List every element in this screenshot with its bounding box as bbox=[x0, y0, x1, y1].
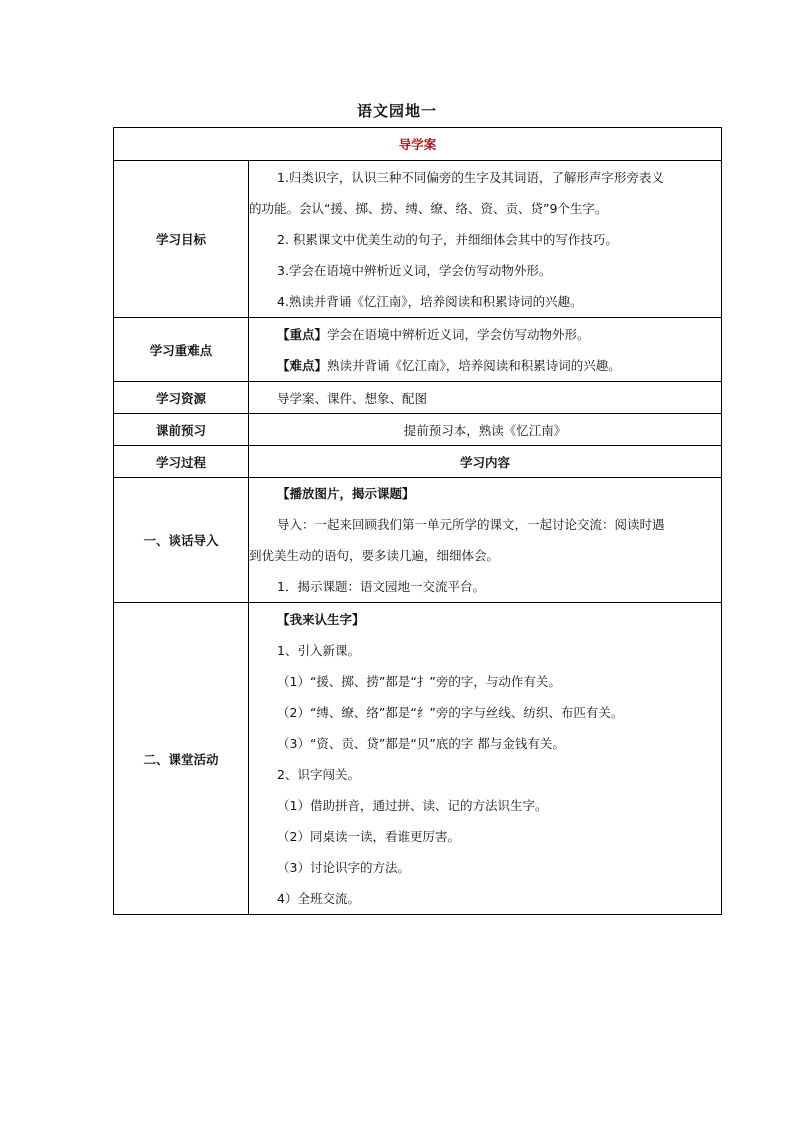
section2-line: （3）“资、贡、贷”都是“贝”底的字 都与金钱有关。 bbox=[277, 735, 565, 751]
keypoints-row bbox=[114, 318, 722, 382]
banner-row bbox=[114, 128, 722, 161]
section2-row bbox=[114, 603, 722, 915]
section1-item: 1．揭示课题：语文园地一交流平台。 bbox=[277, 579, 485, 594]
section2-line: 4）全班交流。 bbox=[277, 890, 360, 906]
preview-label: 课前预习 bbox=[114, 414, 249, 446]
section1-label: 一、谈话导入 bbox=[114, 478, 249, 603]
goal-line: 的功能。会认“援、掷、捞、缚、缭、络、资、贡、贷”9个生字。 bbox=[249, 200, 608, 216]
section1-paragraph-line: 导入：一起来回顾我们第一单元所学的课文，一起讨论交流：阅读时遇 bbox=[277, 517, 665, 532]
goals-label: 学习目标 bbox=[114, 161, 249, 318]
process-header-row bbox=[114, 446, 722, 478]
preview-row bbox=[114, 414, 722, 446]
section2-line: （1）“援、掷、捞”都是“扌”旁的字，与动作有关。 bbox=[277, 673, 561, 689]
keypoints-label: 学习重难点 bbox=[114, 318, 249, 382]
content-header: 学习内容 bbox=[249, 446, 722, 478]
goal-line: 4.熟读并背诵《忆江南》，培养阅读和积累诗词的兴趣。 bbox=[277, 293, 583, 309]
section2-line: （2）“缚、缭、络”都是“纟”旁的字与丝线、纺织、布匹有关。 bbox=[277, 704, 624, 720]
goal-line: 2. 积累课文中优美生动的句子，并细细体会其中的写作技巧。 bbox=[277, 231, 618, 247]
section2-label: 二、课堂活动 bbox=[114, 603, 249, 915]
focus-tag: 【重点】 bbox=[277, 326, 328, 342]
goal-line: 3.学会在语境中辨析近义词，学会仿写动物外形。 bbox=[277, 262, 552, 278]
section1-content bbox=[249, 478, 722, 603]
resources-text: 导学案、课件、想象、配图 bbox=[277, 390, 428, 406]
goal-line: 1.归类识字，认识三种不同偏旁的生字及其词语，了解形声字形旁表义 bbox=[277, 169, 664, 185]
section2-content bbox=[249, 603, 722, 915]
banner-title: 导学案 bbox=[114, 128, 722, 161]
section1-paragraph-line: 到优美生动的语句，要多读几遍，细细体会。 bbox=[249, 548, 500, 563]
hard-text: 熟读并背诵《忆江南》，培养阅读和积累诗词的兴趣。 bbox=[327, 357, 621, 373]
goals-row bbox=[114, 161, 722, 318]
section2-line: 1、引入新课。 bbox=[277, 642, 360, 658]
section1-heading: 【播放图片，揭示课题】 bbox=[277, 486, 415, 501]
keypoints-content bbox=[249, 318, 722, 382]
section1-row bbox=[114, 478, 722, 603]
process-label: 学习过程 bbox=[114, 446, 249, 478]
section2-line: （2）同桌读一读，看谁更厉害。 bbox=[277, 828, 460, 844]
goals-content bbox=[249, 161, 722, 318]
resources-content bbox=[249, 382, 722, 414]
section2-heading: 【我来认生字】 bbox=[277, 611, 365, 627]
section2-line: （1）借助拼音，通过拼、读、记的方法识生字。 bbox=[277, 797, 548, 813]
document-title: 语文园地一 bbox=[356, 102, 437, 120]
hard-tag: 【难点】 bbox=[277, 357, 328, 373]
section2-line: 2、识字闯关。 bbox=[277, 766, 360, 782]
hard-line bbox=[249, 350, 721, 381]
resources-label: 学习资源 bbox=[114, 382, 249, 414]
resources-row bbox=[114, 382, 722, 414]
focus-line bbox=[249, 319, 721, 350]
lesson-plan-table bbox=[113, 127, 722, 915]
preview-text: 提前预习本，熟读《忆江南》 bbox=[249, 414, 722, 446]
focus-text: 学会在语境中辨析近义词，学会仿写动物外形。 bbox=[327, 326, 590, 342]
section2-line: （3）讨论识字的方法。 bbox=[277, 859, 410, 875]
